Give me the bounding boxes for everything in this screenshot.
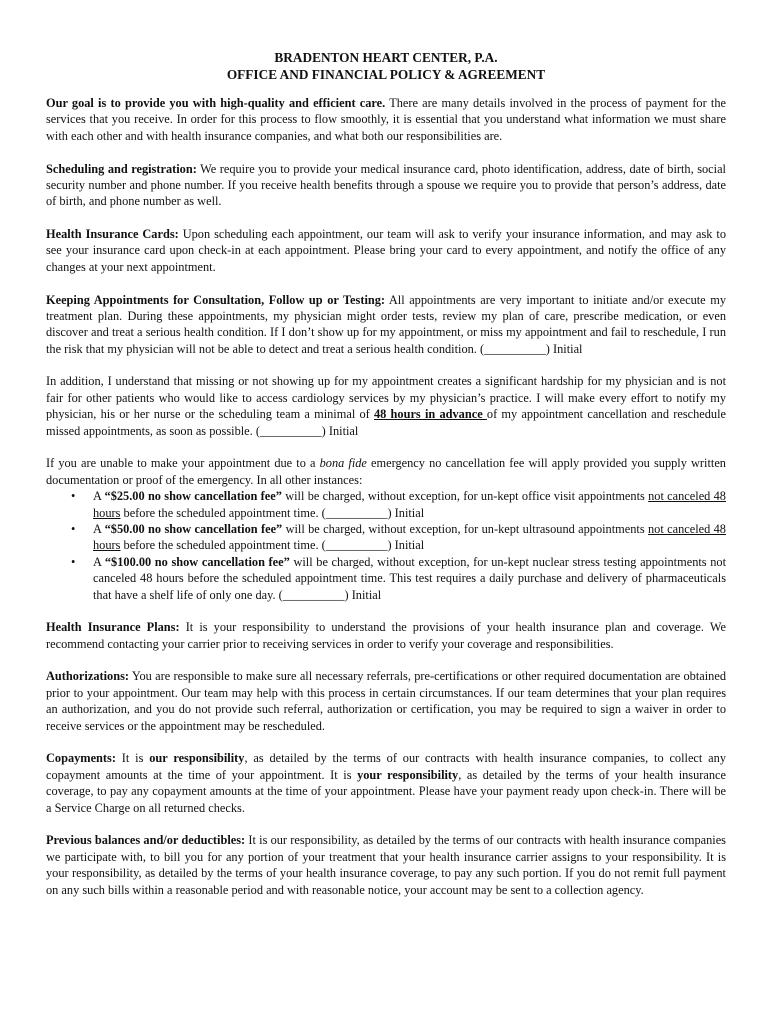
fee-initial: before the scheduled appointment time. (__________) Initial [120, 538, 425, 553]
intro-paragraph [46, 95, 726, 144]
keeping-appointments-heading: Keeping Appointments for Consultation, Follow up or Testing: [46, 292, 386, 307]
fee-list [46, 488, 726, 603]
fee-amount: “$50.00 no show cancellation fee” [104, 522, 283, 537]
fee-pre: A [93, 522, 105, 537]
our-responsibility-emphasis: our responsibility [149, 751, 245, 766]
intro-text: There are many details involved in the process of payment for the services that you receive. In order for this process to flow smoothly, it is essential that you understand what information we must share with each other and with health insurance companies, and what both our responsibilities are. [46, 96, 726, 143]
advance-notice-emphasis: 48 hours in advance [373, 407, 487, 422]
copayments-paragraph [46, 750, 726, 816]
addition-text-end: of my appointment cancellation and reschedule missed appointments, as soon as possible. (__________) Initial [46, 407, 727, 438]
authorizations-paragraph [46, 668, 726, 734]
emergency-text-start: If you are unable to make your appointment due to a [46, 456, 320, 471]
authorizations-heading: Authorizations: [46, 669, 129, 684]
fee-description: will be charged, without exception, for un-kept office visit appointments [281, 489, 649, 504]
copayments-text: , as detailed by the terms of your health insurance coverage, to pay any copayment amounts at the time of your appointment. Please have your payment ready upon check-in. There will be a Service Charge on all returned checks. [46, 767, 726, 815]
document-title: BRADENTON HEART CENTER, P.A. [274, 50, 498, 65]
document-page [46, 40, 726, 914]
fee-deadline: not canceled 48 hours [93, 489, 726, 520]
bona-fide-italic: bona fide [319, 456, 367, 471]
emergency-paragraph [46, 455, 726, 488]
fee-amount: “$100.00 no show cancellation fee” [104, 554, 290, 569]
insurance-plans-paragraph [46, 619, 726, 652]
fee-list-item [46, 488, 726, 521]
document-subtitle: OFFICE AND FINANCIAL POLICY & AGREEMENT [226, 67, 546, 82]
fee-pre: A [93, 554, 105, 569]
authorizations-text: You are responsible to make sure all necessary referrals, pre-certifications or other required documentation are obtained prior to your appointment. Our team may help with this process in certain circumstances. If our team determines that your plan requires an authorization, and you do not provide such referral, authorization or certification, you may be required to sign a waiver in order to receive services or the appointment may be rescheduled. [46, 669, 726, 733]
addition-paragraph [46, 373, 726, 439]
fee-initial: before the scheduled appointment time. (__________) Initial [120, 505, 425, 520]
your-responsibility-emphasis: your responsibility [357, 767, 459, 782]
insurance-cards-heading: Health Insurance Cards: [46, 227, 179, 242]
copayments-text: It is [115, 751, 150, 766]
keeping-appointments-text: All appointments are very important to initiate and/or execute my treatment plan. During these appointments, my physician might order tests, review my plan of care, prescribe medication, or even discover and treat a serious health condition. If I don’t show up for my appointment, or miss my appointment and fail to reschedule, I run the risk that my physician will not be able to detect and treat a serious health condition. (__________) Initial [46, 292, 726, 356]
insurance-plans-heading: Health Insurance Plans: [46, 620, 180, 635]
addition-text-start: In addition, I understand that missing or not showing up for my appointment creates a significant hardship for my physician and is not fair for other patients who would like to access cardiology services by my physician’s practice. I will make every effort to notify my physician, his or her nurse or the scheduling team a minimal of [46, 374, 726, 422]
insurance-plans-text: It is your responsibility to understand the provisions of your health insurance plan and coverage. We recommend contacting your carrier prior to receiving services in order to verify your coverage and responsibilities. [46, 620, 727, 651]
emergency-text-end: emergency no cancellation fee will apply provided you supply written documentation or proof of the emergency. In all other instances: [46, 456, 726, 487]
copayments-heading: Copayments: [46, 751, 116, 766]
fee-description: will be charged, without exception, for un-kept ultrasound appointments [282, 522, 648, 537]
scheduling-paragraph [46, 161, 726, 210]
fee-description: will be charged, without exception, for un-kept nuclear stress testing appointments not canceled 48 hours before the scheduled appointment time. This test requires a daily purchase and delivery of pharmaceuticals that have a shelf life of only one day. (__________) Initial [93, 554, 726, 602]
bullet-icon: • [71, 489, 76, 504]
fee-list-item [46, 554, 726, 603]
fee-deadline: not canceled 48 hours [93, 522, 726, 553]
keeping-appointments-paragraph [46, 292, 726, 358]
balances-paragraph [46, 832, 726, 898]
bullet-icon: • [71, 554, 76, 569]
fee-pre: A [93, 489, 105, 504]
intro-lead: Our goal is to provide you with high-quality and efficient care. [46, 96, 386, 110]
copayments-text: , as detailed by the terms of our contracts with health insurance companies, to collect any copayment amounts at the time of your appointment. It is [46, 751, 726, 782]
insurance-cards-paragraph [46, 226, 726, 275]
fee-amount: “$25.00 no show cancellation fee” [104, 489, 282, 504]
scheduling-heading: Scheduling and registration: [46, 161, 197, 176]
bullet-icon: • [71, 522, 76, 537]
balances-text: It is our responsibility, as detailed by the terms of our contracts with health insurance companies we participate with, to bill you for any portion of your treatment that your health insurance carrier assigns to your responsibility. It is your responsibility, as detailed by the terms of your health insurance coverage, to pay any such portion. If you do not remit full payment on any such bills within a reasonable period and with reasonable notice, your account may be sent to a collection agency. [46, 833, 726, 897]
balances-heading: Previous balances and/or deductibles: [46, 833, 246, 848]
insurance-cards-text: Upon scheduling each appointment, our team will ask to verify your insurance information, and may ask to see your insurance card upon check-in at each appointment. Please bring your card to every appointment, and notify the office of any changes at your next appointment. [46, 227, 726, 274]
fee-list-item [46, 521, 726, 554]
document-header [46, 49, 726, 83]
scheduling-text: We require you to provide your medical insurance card, photo identification, address, date of birth, social security number and phone number. If you receive health benefits through a spouse we require you to provide that person’s address, date of birth, and phone number as well. [46, 161, 726, 209]
